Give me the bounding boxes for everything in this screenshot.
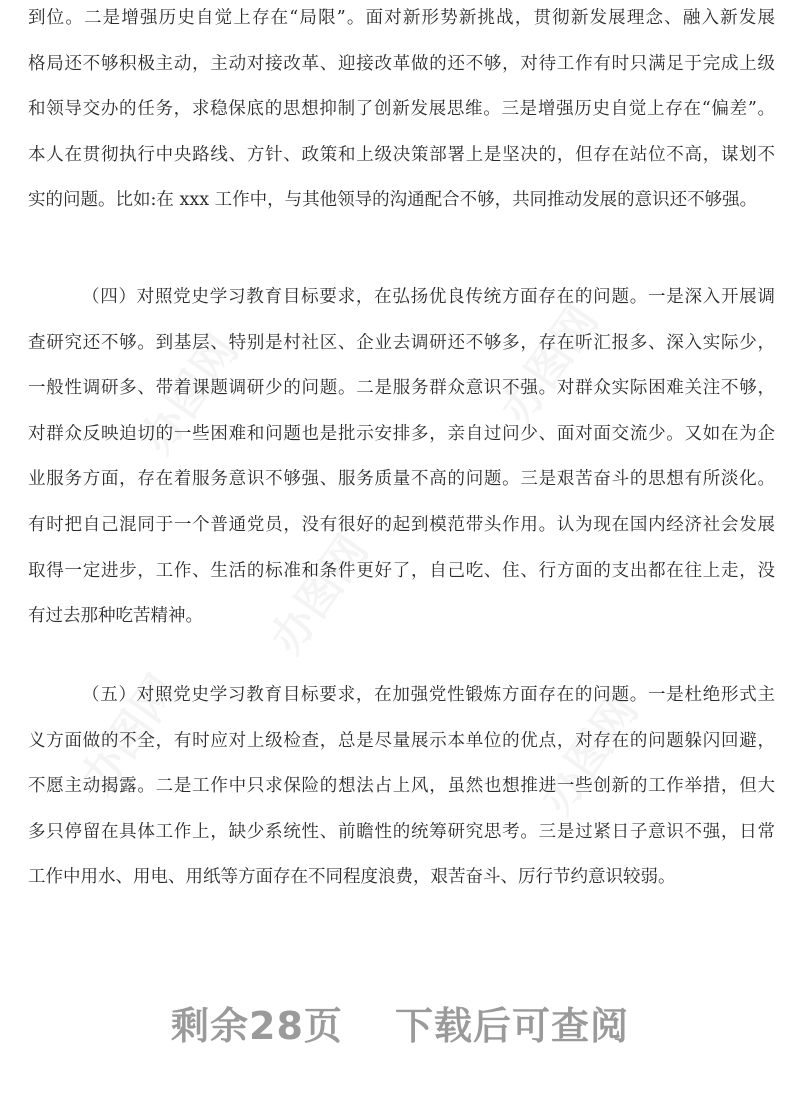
text-line: 不愿主动揭露。二是工作中只求保险的想法占上风，虽然也想推进一些创新的工作举措，但大 [28,776,775,797]
text-line: 有时把自己混同于一个普通党员，没有很好的起到模范带头作用。认为现在国内经济社会发展 [28,515,775,535]
text-line: 取得一定进步，工作、生活的标准和条件更好了，自己吃、住、行方面的支出都在往上走，没 [28,560,775,581]
text-line: 到位。二是增强历史自觉上存在“局限”。面对新形势新挑战，贯彻新发展理念、融入新发展 [28,8,775,28]
text-line: 本人在贯彻执行中央路线、方针、政策和上级决策部署上是坚决的，但存在站位不高，谋划不 [28,144,775,165]
text-line: 工作中用水、用电、用纸等方面存在不同程度浪费，艰苦奋斗、厉行节约意识较弱。 [28,867,676,888]
text-line: 和领导交办的任务，求稳保底的思想抑制了创新发展思维。三是增强历史自觉上存在“偏差”。 [28,99,775,120]
text-line: 多只停留在具体工作上，缺少系统性、前瞻性的统筹研究思考。三是过紧日子意识不强，日常 [28,821,775,842]
text-line: 业服务方面，存在着服务意识不够强、服务质量不高的问题。三是艰苦奋斗的思想有所淡化。 [28,469,775,490]
text-line: 对群众反映迫切的一些困难和问题也是批示安排多，亲自过问少、面对面交流少。又如在为企 [28,423,775,444]
text-line: 有过去那种吃苦精神。 [28,606,203,627]
watermark [252,520,380,665]
download-to-view-label[interactable]: 下载后可查阅 [394,1004,629,1048]
download-banner[interactable] [0,995,800,1050]
text-line: 格局还不够积极主动，主动对接改革、迎接改革做的还不够，对待工作有时只满足于完成上级 [28,53,775,74]
text-line: 一般性调研多、带着课题调研少的问题。二是服务群众意识不强。对群众实际困难关注不够， [28,378,775,399]
watermark [482,290,610,435]
text-line: （四）对照党史学习教育目标要求，在弘扬优良传统方面存在的问题。一是深入开展调 [82,287,775,307]
text-line: 查研究还不够。到基层、特别是村社区、企业去调研还不够多，存在听汇报多、深入实际少， [28,332,775,353]
remaining-pages-label: 剩余28页 [171,1004,343,1048]
text-line: 实的问题。比如:在 xxx 工作中，与其他领导的沟通配合不够，共同推动发展的意识还不够强。 [28,190,758,211]
text-line: （五）对照党史学习教育目标要求，在加强党性锻炼方面存在的问题。一是杜绝形式主 [82,685,775,705]
text-line: 义方面做的不全，有时应对上级检查，总是尽量展示本单位的优点，对存在的问题躲闪回避， [28,730,775,751]
